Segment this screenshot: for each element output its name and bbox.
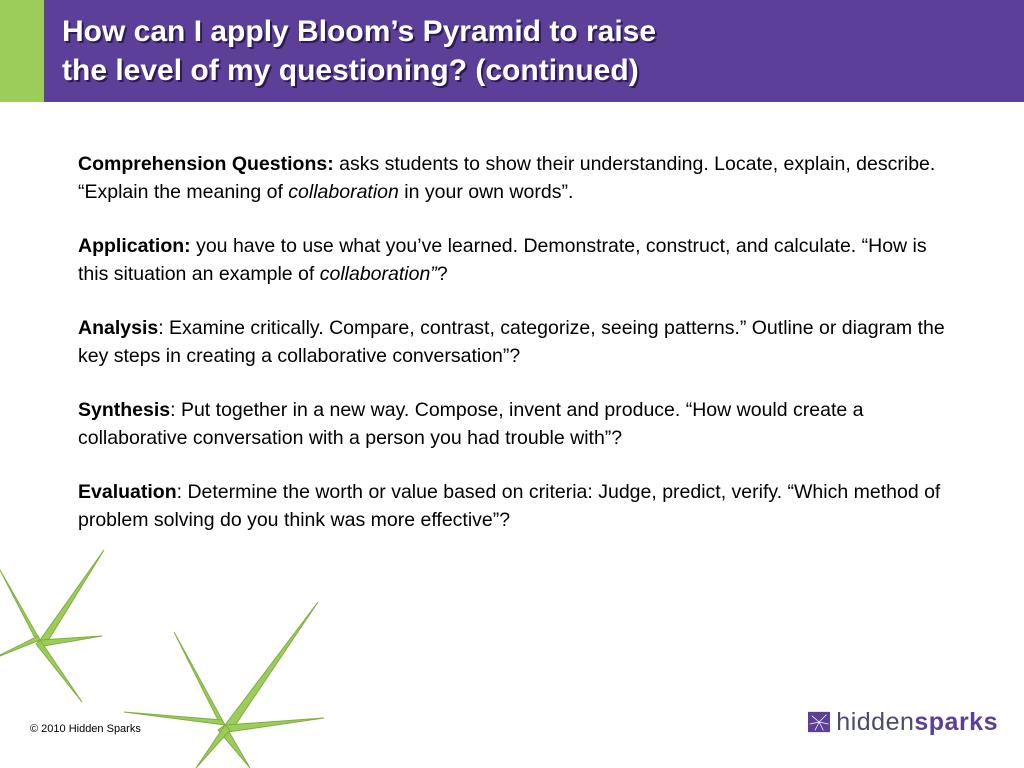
comprehension-italic: collaboration — [288, 181, 399, 203]
evaluation-text: : Determine the worth or value based on criteria: Judge, predict, verify. “Which method of problem solving do you think was more effective”? — [78, 481, 941, 531]
title-bar — [0, 0, 1024, 102]
application-italic: collaboration” — [319, 263, 437, 285]
application-text-a: you have to use what you’ve learned. Demonstrate, construct, and calculate. “How is this situation an example of — [78, 235, 927, 285]
analysis-text: : Examine critically. Compare, contrast, categorize, seeing patterns.” Outline or diagram the key steps in creating a collaborative conversation”? — [78, 317, 945, 367]
application-text-b: ? — [436, 263, 448, 285]
evaluation-paragraph — [78, 478, 958, 534]
title-accent-block — [0, 0, 44, 102]
page-title — [62, 12, 1002, 90]
synthesis-term: Synthesis — [78, 399, 171, 421]
logo-wordmark — [836, 708, 998, 737]
analysis-paragraph — [78, 314, 958, 370]
synthesis-paragraph — [78, 396, 958, 452]
slide-body — [78, 150, 958, 560]
title-line-2: the level of my questioning? (continued) — [62, 54, 639, 87]
application-paragraph — [78, 232, 958, 288]
logo-word-sparks: sparks — [914, 707, 998, 736]
logo-word-hidden: hidden — [836, 707, 915, 736]
comprehension-term: Comprehension Questions: — [78, 153, 334, 175]
title-line-1: How can I apply Bloom’s Pyramid to raise — [62, 15, 657, 48]
application-term: Application: — [78, 235, 191, 257]
comprehension-text-a: asks students to show their understanding. Locate, explain, describe. “Explain the meaning of — [78, 153, 936, 203]
synthesis-text: : Put together in a new way. Compose, invent and produce. “How would create a collaborative conversation with a person you had trouble with”? — [78, 399, 864, 449]
analysis-term: Analysis — [78, 317, 159, 339]
evaluation-term: Evaluation — [78, 481, 177, 503]
hiddensparks-logo-icon — [808, 702, 830, 742]
comprehension-paragraph — [78, 150, 958, 206]
hiddensparks-logo — [808, 702, 998, 742]
copyright-notice: © 2010 Hidden Sparks — [30, 723, 141, 735]
comprehension-text-b: in your own words”. — [398, 181, 574, 203]
